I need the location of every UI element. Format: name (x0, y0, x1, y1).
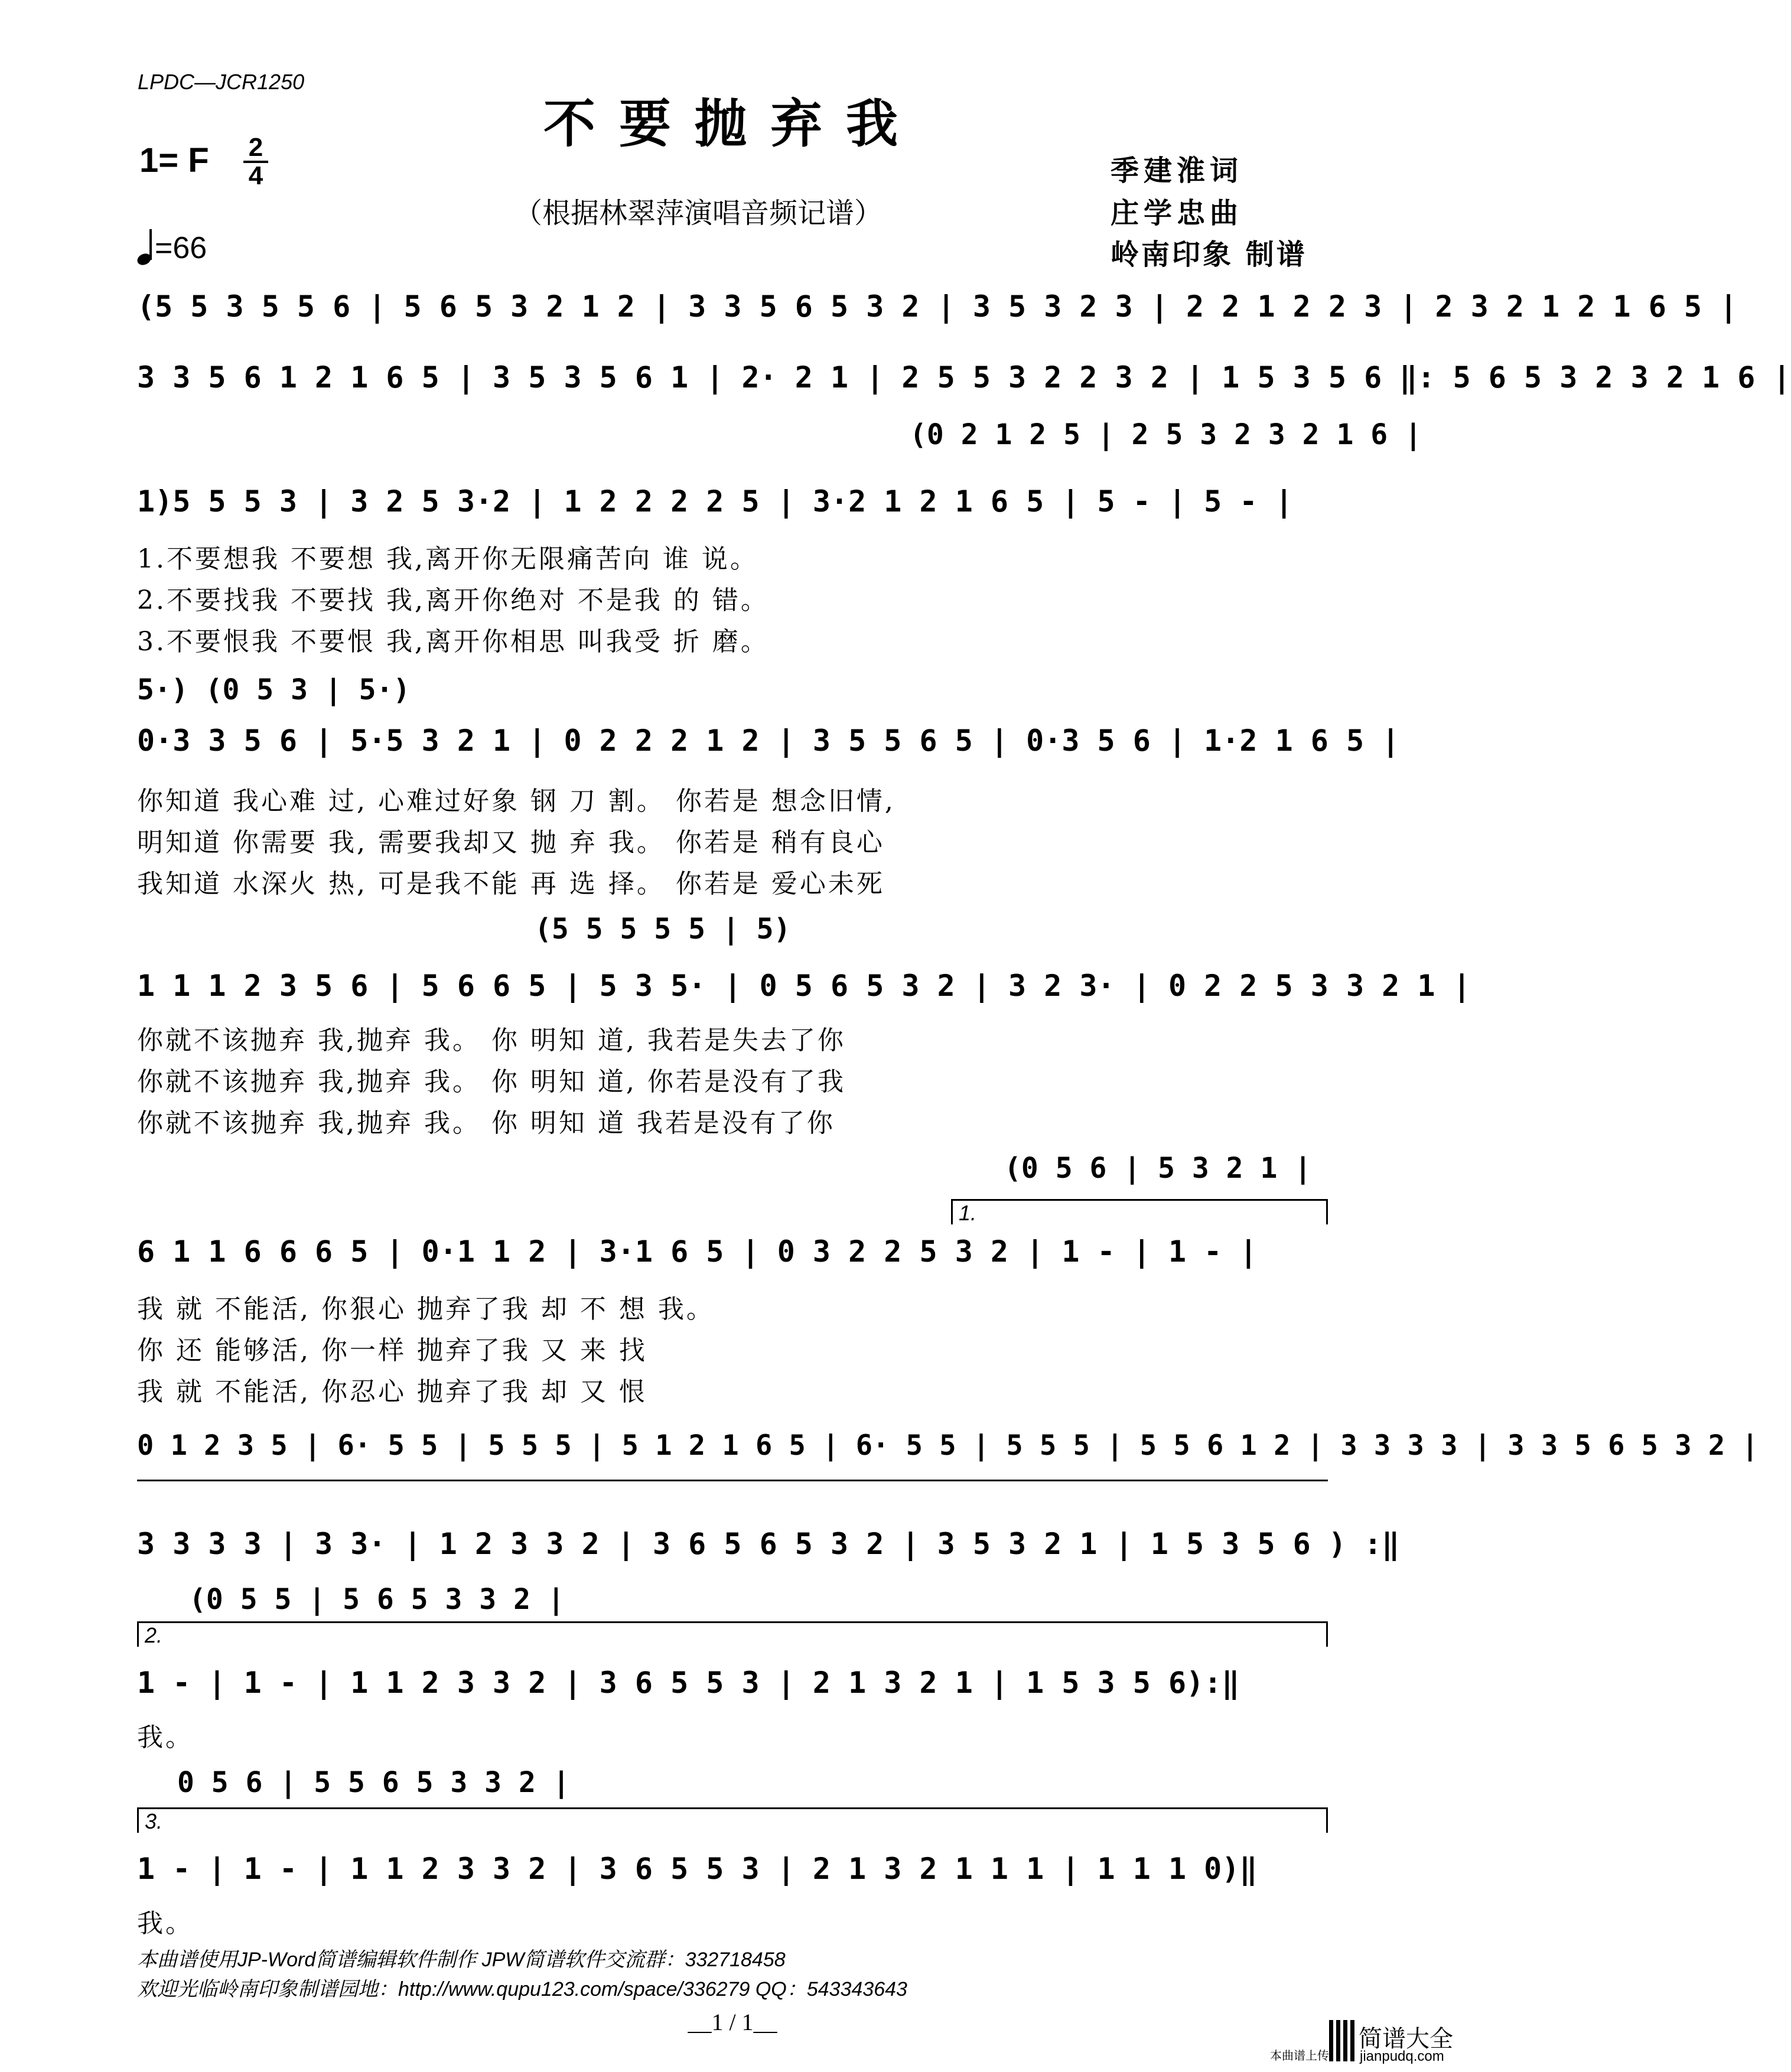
notation-line: 0 1 2 3 5 | 6· 5 5 | 5 5 5 | 5 1 2 1 6 5 | 6· 5 5 | 5 5 5 | 5 5 6 1 2 | 3 3 3 3 | 3 3 5 6 5 3 2 | (137, 1429, 1759, 1462)
notation-line: (5 5 3 5 5 6 | 5 6 5 3 2 1 2 | 3 3 5 6 5 3 2 | 3 5 3 2 3 | 2 2 1 2 2 3 | 2 3 2 1 2 1 6 5 | (137, 289, 1738, 324)
cue-notation: (0 5 5 | 5 6 5 3 3 2 | (189, 1583, 565, 1616)
notation-line: 3 3 5 6 1 2 1 6 5 | 3 5 3 5 6 1 | 2· 2 1 | 2 5 5 3 2 2 3 2 | 1 5 3 5 6 ‖: 5 6 5 3 2 3 2 1 6 | (137, 360, 1791, 395)
brand-site: jianpudq.com (1360, 2048, 1444, 2064)
footer-website-note: 欢迎光临岭南印象制谱园地：http://www.qupu123.com/space/336279 QQ：543343643 (137, 1978, 907, 2001)
key-signature: 1= F (139, 141, 209, 180)
tempo-marking (137, 230, 207, 266)
page-number: __1 / 1__ (688, 2009, 777, 2035)
subtitle: （根据林翠萍演唱音频记谱） (514, 197, 883, 230)
arranger-credit: 岭南印象 制谱 (1111, 238, 1307, 271)
lyric-verse-1: 我 就 不能活, 你狠心 抛弃了我 却 不 想 我。 (137, 1294, 715, 1324)
meter-numerator: 2 (243, 135, 268, 163)
cue-notation: (0 2 1 2 5 | 2 5 3 2 3 2 1 6 | (910, 418, 1422, 451)
cue-notation: (0 5 6 | 5 3 2 1 | (1004, 1152, 1312, 1185)
volta-bracket-2 (137, 1621, 1328, 1647)
lyric-verse-1: 你知道 我心难 过, 心难过好象 钢 刀 割。 你若是 想念旧情, (137, 786, 895, 816)
notation-line: 3 3 3 3 | 3 3· | 1 2 3 3 2 | 3 6 5 6 5 3 2 | 3 5 3 2 1 | 1 5 3 5 6 ) :‖ (137, 1527, 1400, 1561)
notation-line: 0·3 3 5 6 | 5·5 3 2 1 | 0 2 2 2 1 2 | 3 5 5 6 5 | 0·3 5 6 | 1·2 1 6 5 | (137, 724, 1400, 758)
lyricist-credit: 季建淮词 (1111, 154, 1243, 187)
volta-number: 3. (145, 1809, 163, 1833)
system-divider (137, 1480, 1328, 1481)
upload-note: 本曲谱上传 (1270, 2050, 1329, 2063)
lyric-verse-2: 你 还 能够活, 你一样 抛弃了我 又 来 找 (137, 1335, 647, 1366)
volta-number: 2. (145, 1623, 163, 1647)
lyric-verse-2: 你就不该抛弃 我,抛弃 我。 你 明知 道, 你若是没有了我 (137, 1067, 846, 1097)
volta-bracket-1 (951, 1199, 1328, 1224)
lyric-verse-1: 你就不该抛弃 我,抛弃 我。 你 明知 道, 我若是失去了你 (137, 1025, 846, 1055)
lyric-ending: 我。 (137, 1908, 194, 1939)
tempo-value: =66 (155, 231, 207, 265)
lyric-verse-3: 我知道 水深火 热, 可是我不能 再 选 择。 你若是 爱心未死 (137, 869, 885, 899)
lyric-verse-1: 1.不要想我 不要想 我,离开你无限痛苦向 谁 说。 (137, 544, 758, 574)
composer-credit: 庄学忠曲 (1111, 197, 1243, 230)
score-code: LPDC—JCR1250 (138, 70, 305, 94)
cue-notation: 5·) (0 5 3 | 5·) (137, 673, 411, 706)
notation-line: 1)5 5 5 3 | 3 2 5 3·2 | 1 2 2 2 2 5 | 3·2 1 2 1 6 5 | 5 - | 5 - | (137, 484, 1293, 519)
cue-notation: 0 5 6 | 5 5 6 5 3 3 2 | (177, 1766, 570, 1799)
time-signature (243, 135, 268, 189)
brand-name: 简谱大全 (1359, 2025, 1453, 2053)
lyric-verse-2: 明知道 你需要 我, 需要我却又 抛 弃 我。 你若是 稍有良心 (137, 828, 885, 858)
volta-number: 1. (959, 1201, 977, 1225)
cue-notation: (5 5 5 5 5 | 5) (535, 913, 791, 946)
meter-denominator: 4 (248, 161, 263, 190)
notation-line: 1 1 1 2 3 5 6 | 5 6 6 5 | 5 3 5· | 0 5 6 5 3 2 | 3 2 3· | 0 2 2 5 3 3 2 1 | (137, 969, 1471, 1003)
footer-software-note: 本曲谱使用JP-Word简谱编辑软件制作 JPW简谱软件交流群：332718458 (137, 1949, 786, 1971)
notation-line: 1 - | 1 - | 1 1 2 3 3 2 | 3 6 5 5 3 | 2 1 3 2 1 1 1 | 1 1 1 0)‖ (137, 1852, 1258, 1886)
piano-keys-icon (1329, 2020, 1356, 2061)
site-logo (1270, 2020, 1459, 2067)
lyric-verse-2: 2.不要找我 不要找 我,离开你绝对 不是我 的 错。 (137, 585, 769, 615)
song-title: 不要抛弃我 (543, 93, 921, 154)
lyric-verse-3: 3.不要恨我 不要恨 我,离开你相思 叫我受 折 磨。 (137, 627, 769, 657)
notation-line: 6 1 1 6 6 6 5 | 0·1 1 2 | 3·1 6 5 | 0 3 2 2 5 3 2 | 1 - | 1 - | (137, 1234, 1258, 1269)
volta-bracket-3 (137, 1807, 1328, 1833)
notation-line: 1 - | 1 - | 1 1 2 3 3 2 | 3 6 5 5 3 | 2 1 3 2 1 | 1 5 3 5 6):‖ (137, 1666, 1240, 1700)
lyric-verse-3: 我 就 不能活, 你忍心 抛弃了我 却 又 恨 (137, 1377, 647, 1407)
lyric-ending: 我。 (137, 1722, 194, 1752)
lyric-verse-3: 你就不该抛弃 我,抛弃 我。 你 明知 道 我若是没有了你 (137, 1108, 835, 1138)
quarter-note-icon (137, 230, 155, 266)
